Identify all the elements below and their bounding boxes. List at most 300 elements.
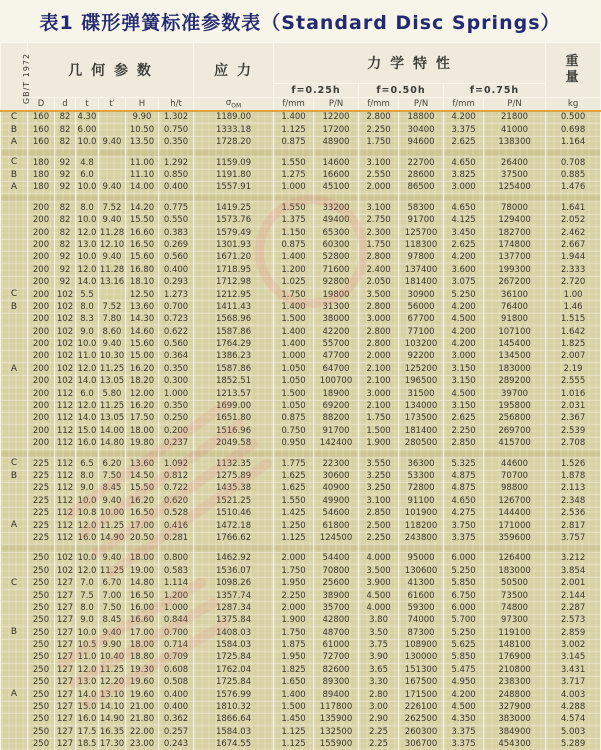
value-cell: 2.462 xyxy=(546,227,601,239)
series-label-cell xyxy=(1,326,28,338)
value-cell: 18900 xyxy=(314,388,359,400)
table-row xyxy=(1,124,601,136)
value-cell: 2.800 xyxy=(359,111,399,124)
series-label-cell xyxy=(1,713,28,725)
table-row xyxy=(1,482,601,494)
series-label-cell xyxy=(1,437,28,449)
value-cell: 17.50 xyxy=(126,412,159,424)
value-cell: 3.757 xyxy=(546,532,601,544)
value-cell: 125700 xyxy=(399,227,444,239)
value-cell: 250 xyxy=(28,676,55,688)
value-cell: 118200 xyxy=(399,520,444,532)
value-cell: 127 xyxy=(55,639,76,651)
value-cell: 14.60 xyxy=(126,326,159,338)
value-cell: 3.000 xyxy=(359,388,399,400)
value-cell: 1301.93 xyxy=(194,239,274,251)
value-cell: 3.375 xyxy=(444,532,484,544)
series-label-cell: A xyxy=(1,363,28,375)
value-cell: 33200 xyxy=(314,202,359,214)
value-cell: 45100 xyxy=(314,181,359,193)
value-cell: 108900 xyxy=(399,639,444,651)
value-cell: 1.000 xyxy=(159,388,194,400)
value-cell: 72700 xyxy=(314,652,359,664)
value-cell: 1510.46 xyxy=(194,507,274,519)
value-cell: 7.80 xyxy=(99,313,126,325)
value-cell: 127 xyxy=(55,614,76,626)
table-row xyxy=(1,136,601,148)
series-label-cell xyxy=(1,602,28,614)
value-cell: 1333.18 xyxy=(194,124,274,136)
value-cell: 10.0 xyxy=(76,136,99,148)
value-cell: 1435.38 xyxy=(194,482,274,494)
value-cell: 9.40 xyxy=(99,552,126,564)
mechanical-header: 力 学 特 性 xyxy=(274,43,546,84)
value-cell: 1.46 xyxy=(546,301,601,313)
value-cell: 0.560 xyxy=(159,338,194,350)
value-cell: 11.28 xyxy=(99,264,125,275)
value-cell: 15.0 xyxy=(76,425,99,437)
col-kg: kg xyxy=(546,98,601,112)
value-cell: 12.0 xyxy=(76,363,99,375)
value-cell: 1.400 xyxy=(274,111,314,124)
value-cell: 1.000 xyxy=(274,181,314,193)
value-cell: 0.709 xyxy=(159,652,194,664)
value-cell: 1718.95 xyxy=(194,264,274,276)
value-cell: 180 xyxy=(28,169,55,181)
value-cell: 19.60 xyxy=(126,689,159,701)
table-row xyxy=(1,602,601,614)
value-cell: 225 xyxy=(28,495,55,507)
value-cell: 19.60 xyxy=(126,676,159,688)
series-label-cell xyxy=(1,652,28,664)
value-cell: 125200 xyxy=(399,363,444,375)
value-cell: 0.281 xyxy=(159,532,194,544)
value-cell: 72800 xyxy=(399,482,444,494)
value-cell: 160 xyxy=(28,124,55,136)
value-cell: 0.500 xyxy=(546,111,601,124)
value-cell: 1852.51 xyxy=(194,375,274,387)
value-cell: 18.80 xyxy=(126,652,159,664)
value-cell: 92 xyxy=(55,157,76,169)
value-cell: 200 xyxy=(28,375,55,387)
value-cell: 1573.76 xyxy=(194,214,274,226)
table-row xyxy=(1,363,601,375)
value-cell: 102 xyxy=(55,552,76,564)
value-cell: 16.35 xyxy=(99,726,125,737)
value-cell: 3.80 xyxy=(359,614,399,626)
value-cell: 1.550 xyxy=(274,202,314,214)
value-cell: 82 xyxy=(55,111,76,124)
value-cell: 1213.57 xyxy=(194,388,274,400)
value-cell: 5.325 xyxy=(444,458,484,470)
series-label-cell: A xyxy=(1,520,28,532)
value-cell: 21800 xyxy=(484,111,546,124)
value-cell: 2.750 xyxy=(359,214,399,226)
col-H: H xyxy=(126,98,159,112)
value-cell: 14.00 xyxy=(99,425,125,436)
value-cell: 52800 xyxy=(314,251,359,263)
value-cell: 102 xyxy=(55,289,76,301)
value-cell: 94600 xyxy=(399,136,444,148)
value-cell: 306700 xyxy=(399,738,444,750)
value-cell: 1.900 xyxy=(359,437,399,449)
table-row xyxy=(1,664,601,676)
value-cell: 1.000 xyxy=(274,351,314,363)
table-row xyxy=(1,437,601,449)
value-cell: 210800 xyxy=(484,664,546,676)
value-cell: 14.0 xyxy=(76,689,99,701)
value-cell: 3.431 xyxy=(546,664,601,676)
value-cell: 4.003 xyxy=(546,689,601,701)
value-cell: 50500 xyxy=(484,577,546,589)
value-cell: 225 xyxy=(28,532,55,544)
value-cell: 58300 xyxy=(399,202,444,214)
value-cell: 10.50 xyxy=(126,124,159,136)
value-cell: 0.350 xyxy=(159,363,194,375)
value-cell: 0.362 xyxy=(159,713,194,725)
value-cell: 20.50 xyxy=(126,532,159,544)
value-cell: 200 xyxy=(28,239,55,251)
series-label-cell xyxy=(1,375,28,387)
value-cell: 1725.84 xyxy=(194,676,274,688)
value-cell: 101900 xyxy=(399,507,444,519)
value-cell: 1764.29 xyxy=(194,338,274,350)
value-cell: 137700 xyxy=(484,251,546,263)
value-cell: 137400 xyxy=(399,264,444,276)
value-cell: 103200 xyxy=(399,338,444,350)
series-label-cell xyxy=(1,214,28,226)
col-f-mm-2: f/mm xyxy=(359,98,399,112)
series-label-cell: C xyxy=(1,458,28,470)
value-cell: 31500 xyxy=(399,388,444,400)
value-cell: 13.0 xyxy=(76,239,99,251)
value-cell: 3.000 xyxy=(444,181,484,193)
value-cell: 77100 xyxy=(399,326,444,338)
value-cell: 160 xyxy=(28,111,55,124)
value-cell: 89300 xyxy=(314,676,359,688)
value-cell: 1.625 xyxy=(274,482,314,494)
value-cell: 42800 xyxy=(314,614,359,626)
series-label-cell: A xyxy=(1,136,28,148)
value-cell: 2.052 xyxy=(546,214,601,226)
table-row xyxy=(1,532,601,544)
value-cell: 160 xyxy=(28,136,55,148)
value-cell: 19800 xyxy=(314,289,359,301)
value-cell: 269700 xyxy=(484,425,546,437)
series-label-cell xyxy=(1,400,28,412)
value-cell: 0.364 xyxy=(159,351,194,363)
value-cell: 6.0 xyxy=(76,388,99,400)
value-cell: 16.80 xyxy=(126,264,159,276)
value-cell: 17200 xyxy=(314,124,359,136)
value-cell: 70700 xyxy=(484,470,546,482)
value-cell: 1.125 xyxy=(274,124,314,136)
value-cell: 225 xyxy=(28,470,55,482)
value-cell xyxy=(99,124,126,136)
value-cell: 5.475 xyxy=(444,664,484,676)
value-cell: 2.348 xyxy=(546,495,601,507)
value-cell: 2.144 xyxy=(546,590,601,602)
value-cell: 127 xyxy=(55,664,76,676)
value-cell: 6.20 xyxy=(99,458,126,470)
value-cell: 14.0 xyxy=(76,412,99,424)
value-cell: 127 xyxy=(55,689,76,701)
value-cell: 6.0 xyxy=(76,169,99,181)
value-cell: 1.000 xyxy=(159,602,194,614)
value-cell: 42200 xyxy=(314,326,359,338)
value-cell: 9.40 xyxy=(99,136,126,148)
value-cell: 1.641 xyxy=(546,202,601,214)
value-cell: 35700 xyxy=(314,602,359,614)
value-cell: 1.625 xyxy=(274,470,314,482)
value-cell: 3.150 xyxy=(444,400,484,412)
value-cell: 7.52 xyxy=(99,301,126,313)
value-cell: 19.00 xyxy=(126,565,159,577)
value-cell: 0.293 xyxy=(159,276,194,288)
value-cell: 1.526 xyxy=(546,458,601,470)
value-cell: 5.289 xyxy=(546,738,601,750)
value-cell: 1.400 xyxy=(274,338,314,350)
value-cell: 2.19 xyxy=(546,363,601,375)
value-cell: 4.650 xyxy=(444,202,484,214)
value-cell: 155900 xyxy=(314,738,359,750)
value-cell: 3.825 xyxy=(444,169,484,181)
table-row xyxy=(1,425,601,437)
value-cell: 127 xyxy=(55,713,76,725)
value-cell: 82 xyxy=(55,202,76,214)
value-cell: 41300 xyxy=(399,577,444,589)
value-cell: 0.800 xyxy=(159,552,194,564)
value-cell: 15.50 xyxy=(126,482,159,494)
value-cell: 2.90 xyxy=(359,713,399,725)
col-sigma-om: $\sigma_{OM}$ xyxy=(194,98,274,112)
value-cell: 127 xyxy=(55,627,76,639)
value-cell: 1584.03 xyxy=(194,639,274,651)
block-gap-row xyxy=(1,149,601,157)
table-row xyxy=(1,264,601,276)
value-cell: 4.650 xyxy=(444,157,484,169)
value-cell: 1408.03 xyxy=(194,627,274,639)
value-cell: 74000 xyxy=(399,614,444,626)
value-cell: 13.05 xyxy=(99,376,125,387)
value-cell: 2.625 xyxy=(444,136,484,148)
value-cell: 2049.58 xyxy=(194,437,274,449)
value-cell: 6.750 xyxy=(444,590,484,602)
value-cell: 4.000 xyxy=(359,552,399,564)
value-cell: 1.050 xyxy=(274,375,314,387)
value-cell: 76400 xyxy=(484,301,546,313)
value-cell: 260300 xyxy=(399,726,444,738)
value-cell: 2.333 xyxy=(546,264,601,276)
value-cell: 14.90 xyxy=(99,714,125,725)
value-cell: 1.750 xyxy=(359,412,399,424)
value-cell: 151300 xyxy=(399,664,444,676)
series-label-cell: C xyxy=(1,289,28,301)
value-cell: 112 xyxy=(55,482,76,494)
value-cell: 92200 xyxy=(399,351,444,363)
value-cell: 4.200 xyxy=(444,689,484,701)
value-cell: 6.5 xyxy=(76,458,99,470)
value-cell: 0.775 xyxy=(159,202,194,214)
value-cell: 2.625 xyxy=(444,412,484,424)
value-cell: 148100 xyxy=(484,639,546,651)
value-cell: 1.550 xyxy=(274,157,314,169)
value-cell: 1132.35 xyxy=(194,458,274,470)
value-cell: 112 xyxy=(55,437,76,449)
value-cell: 8.0 xyxy=(76,202,99,214)
value-cell: 98800 xyxy=(484,482,546,494)
series-label-cell xyxy=(1,425,28,437)
value-cell: 3.75 xyxy=(359,639,399,651)
value-cell: 200 xyxy=(28,289,55,301)
value-cell: 1411.43 xyxy=(194,301,274,313)
value-cell: 10.0 xyxy=(76,181,99,193)
value-cell: 8.45 xyxy=(99,614,126,626)
value-cell: 2.25 xyxy=(359,738,399,750)
value-cell: 1.500 xyxy=(274,701,314,713)
value-cell: 37500 xyxy=(484,169,546,181)
value-cell: 2.539 xyxy=(546,425,601,437)
value-cell: 1.292 xyxy=(159,157,194,169)
value-cell: 10.0 xyxy=(76,552,99,564)
value-cell: 102 xyxy=(55,301,76,313)
value-cell: 3.500 xyxy=(359,565,399,577)
value-cell: 4.275 xyxy=(444,507,484,519)
value-cell: 0.875 xyxy=(274,239,314,251)
value-cell: 92 xyxy=(55,169,76,181)
value-cell: 2.80 xyxy=(359,689,399,701)
value-cell: 5.700 xyxy=(444,614,484,626)
table-row xyxy=(1,726,601,738)
value-cell: 1866.64 xyxy=(194,713,274,725)
value-cell: 2.007 xyxy=(546,351,601,363)
value-cell: 134500 xyxy=(484,351,546,363)
col-d: d xyxy=(55,98,76,112)
value-cell: 0.698 xyxy=(546,124,601,136)
value-cell: 112 xyxy=(55,388,76,400)
series-label-cell xyxy=(1,482,28,494)
value-cell: 200 xyxy=(28,326,55,338)
value-cell: 10.5 xyxy=(76,639,99,651)
value-cell: 127 xyxy=(55,652,76,664)
value-cell: 3.600 xyxy=(444,264,484,276)
value-cell: 127 xyxy=(55,602,76,614)
series-label-cell: C xyxy=(1,577,28,589)
value-cell: 78000 xyxy=(484,202,546,214)
col-t: t xyxy=(76,98,99,112)
value-cell: 0.400 xyxy=(159,689,194,701)
value-cell: 0.608 xyxy=(159,664,194,676)
value-cell: 127 xyxy=(55,701,76,713)
value-cell: 1275.89 xyxy=(194,470,274,482)
value-cell: 3.250 xyxy=(359,482,399,494)
value-cell: 2.573 xyxy=(546,614,601,626)
value-cell: 1.500 xyxy=(359,425,399,437)
value-cell: 1.273 xyxy=(159,289,194,301)
table-row xyxy=(1,181,601,193)
value-cell: 126400 xyxy=(484,552,546,564)
value-cell: 1587.86 xyxy=(194,363,274,375)
value-cell: 250 xyxy=(28,639,55,651)
value-cell: 6.70 xyxy=(99,577,126,589)
series-label-cell xyxy=(1,388,28,400)
value-cell: 2.400 xyxy=(359,264,399,276)
table-row xyxy=(1,169,601,181)
value-cell: 15.60 xyxy=(126,338,159,350)
value-cell: 48700 xyxy=(314,627,359,639)
value-cell: 30900 xyxy=(399,289,444,301)
value-cell: 15.00 xyxy=(126,351,159,363)
series-label-cell xyxy=(1,676,28,688)
table-row xyxy=(1,202,601,214)
value-cell: 21.80 xyxy=(126,713,159,725)
value-cell: 86500 xyxy=(399,181,444,193)
value-cell: 7.0 xyxy=(76,577,99,589)
value-cell: 117800 xyxy=(314,701,359,713)
value-cell: 22.00 xyxy=(126,726,159,738)
series-label-cell xyxy=(1,313,28,325)
value-cell: 454300 xyxy=(484,738,546,750)
value-cell: 4.574 xyxy=(546,713,601,725)
table-row xyxy=(1,375,601,387)
value-cell: 25600 xyxy=(314,577,359,589)
value-cell: 14.0 xyxy=(76,276,99,288)
value-cell: 13.60 xyxy=(126,458,159,470)
series-label-cell xyxy=(1,227,28,239)
value-cell: 54400 xyxy=(314,552,359,564)
value-cell: 1810.32 xyxy=(194,701,274,713)
value-cell: 4.8 xyxy=(76,157,99,169)
value-cell: 1191.80 xyxy=(194,169,274,181)
value-cell: 61000 xyxy=(314,639,359,651)
value-cell: 0.243 xyxy=(159,738,194,750)
value-cell: 12.0 xyxy=(76,520,99,532)
series-label-cell xyxy=(1,552,28,564)
value-cell: 12.10 xyxy=(99,239,125,250)
value-cell: 14.80 xyxy=(126,577,159,589)
value-cell: 92 xyxy=(55,251,76,263)
block-gap-row xyxy=(1,194,601,202)
value-cell: 256800 xyxy=(484,412,546,424)
value-cell: 11.10 xyxy=(126,169,159,181)
series-label-cell: B xyxy=(1,124,28,136)
value-cell: 4.350 xyxy=(444,713,484,725)
col-h-over-t: h/t xyxy=(159,98,194,112)
value-cell: 16.20 xyxy=(126,363,159,375)
value-cell: 1.950 xyxy=(274,652,314,664)
value-cell: 3.250 xyxy=(359,470,399,482)
value-cell: 2.800 xyxy=(359,301,399,313)
value-cell: 0.850 xyxy=(159,169,194,181)
value-cell: 10.0 xyxy=(76,338,99,350)
table-row xyxy=(1,351,601,363)
value-cell: 40900 xyxy=(314,482,359,494)
value-cell: 12.0 xyxy=(76,664,99,676)
spring-parameter-table-wrap xyxy=(0,42,600,750)
series-label-cell xyxy=(1,251,28,263)
deflection-075h-header: f=0.75h xyxy=(444,84,546,98)
series-label-cell xyxy=(1,701,28,713)
value-cell: 1.500 xyxy=(274,388,314,400)
value-cell: 1098.26 xyxy=(194,577,274,589)
col-p-n-3: P/N xyxy=(484,98,546,112)
value-cell: 250 xyxy=(28,726,55,738)
value-cell: 92 xyxy=(55,264,76,276)
table-row xyxy=(1,326,601,338)
value-cell: 1.200 xyxy=(274,264,314,276)
value-cell: 49400 xyxy=(314,214,359,226)
value-cell: 69200 xyxy=(314,400,359,412)
